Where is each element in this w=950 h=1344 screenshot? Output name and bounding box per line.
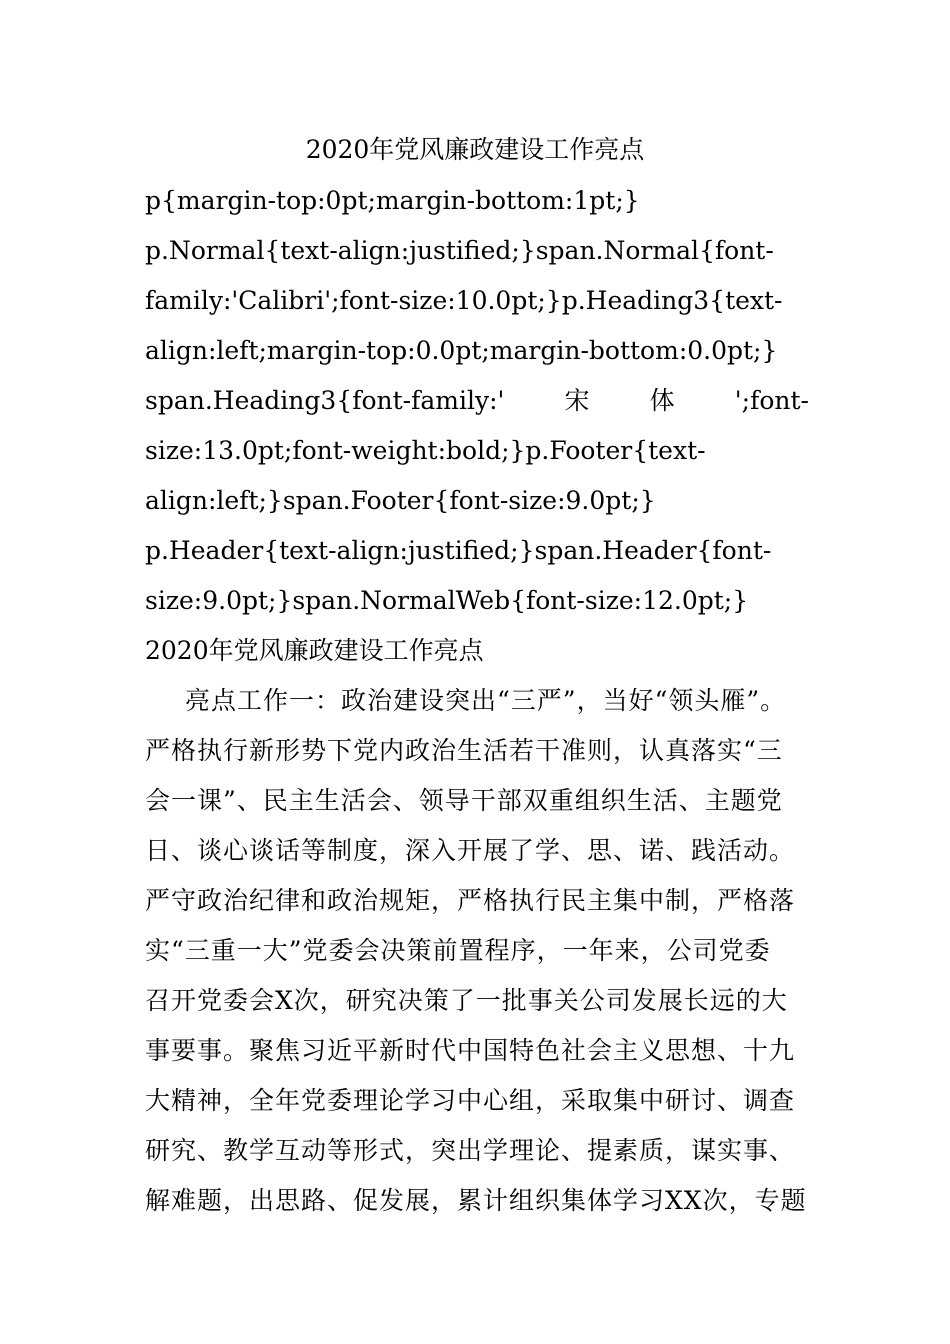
css-text-line: p.Header{text-align:justified;}span.Header{font- [145, 536, 772, 565]
paragraph-line: 实“三重一大”党委会决策前置程序，一年来，公司党委 [145, 936, 771, 965]
paragraph-line: 召开党委会X次，研究决策了一批事关公司发展长远的大 [145, 986, 788, 1015]
document-body [145, 176, 809, 1226]
document-subtitle: 2020年党风廉政建设工作亮点 [145, 636, 484, 665]
paragraph-line: 会一课”、民主生活会、领导干部双重组织生活、主题党 [145, 786, 783, 815]
css-text-line: p.Normal{text-align:justified;}span.Normal{font- [145, 236, 774, 265]
paragraph-line: 严守政治纪律和政治规矩，严格执行民主集中制，严格落 [145, 886, 796, 915]
css-text-line: size:9.0pt;}span.NormalWeb{font-size:12.0pt;} [145, 586, 749, 615]
css-text-line: align:left;}span.Footer{font-size:9.0pt;} [145, 486, 656, 515]
css-text-line-justified [145, 376, 809, 426]
paragraph-line: 事要事。聚焦习近平新时代中国特色社会主义思想、十九 [145, 1036, 796, 1065]
paragraph-line: 研究、教学互动等形式，突出学理论、提素质，谋实事、 [145, 1136, 796, 1165]
css-text-fragment: ';font- [734, 386, 809, 415]
css-text-fragment: span.Heading3{font-family:' [145, 386, 505, 415]
paragraph-line: 解难题，出思路、促发展，累计组织集体学习XX次，专题 [145, 1186, 807, 1215]
body-paragraph [145, 676, 809, 1226]
document-title: 2020年党风廉政建设工作亮点 [305, 135, 645, 164]
css-text-line: p{margin-top:0pt;margin-bottom:1pt;} [145, 186, 640, 215]
paragraph-line: 大精神，全年党委理论学习中心组，采取集中研讨、调查 [145, 1086, 796, 1115]
css-text-line: size:13.0pt;font-weight:bold;}p.Footer{text- [145, 436, 706, 465]
css-text-line: align:left;margin-top:0.0pt;margin-bottom:0.0pt;} [145, 336, 778, 365]
css-text-fragment: 体 [649, 386, 675, 415]
paragraph-line: 严格执行新形势下党内政治生活若干准则，认真落实“三 [145, 736, 783, 765]
paragraph-line: 亮点工作一：政治建设突出“三严”，当好“领头雁”。 [185, 686, 787, 715]
paragraph-line: 日、谈心谈话等制度，深入开展了学、思、诺、践活动。 [145, 836, 796, 865]
css-text-fragment: 宋 [564, 386, 590, 415]
css-text-line: family:'Calibri';font-size:10.0pt;}p.Heading3{text- [145, 286, 783, 315]
